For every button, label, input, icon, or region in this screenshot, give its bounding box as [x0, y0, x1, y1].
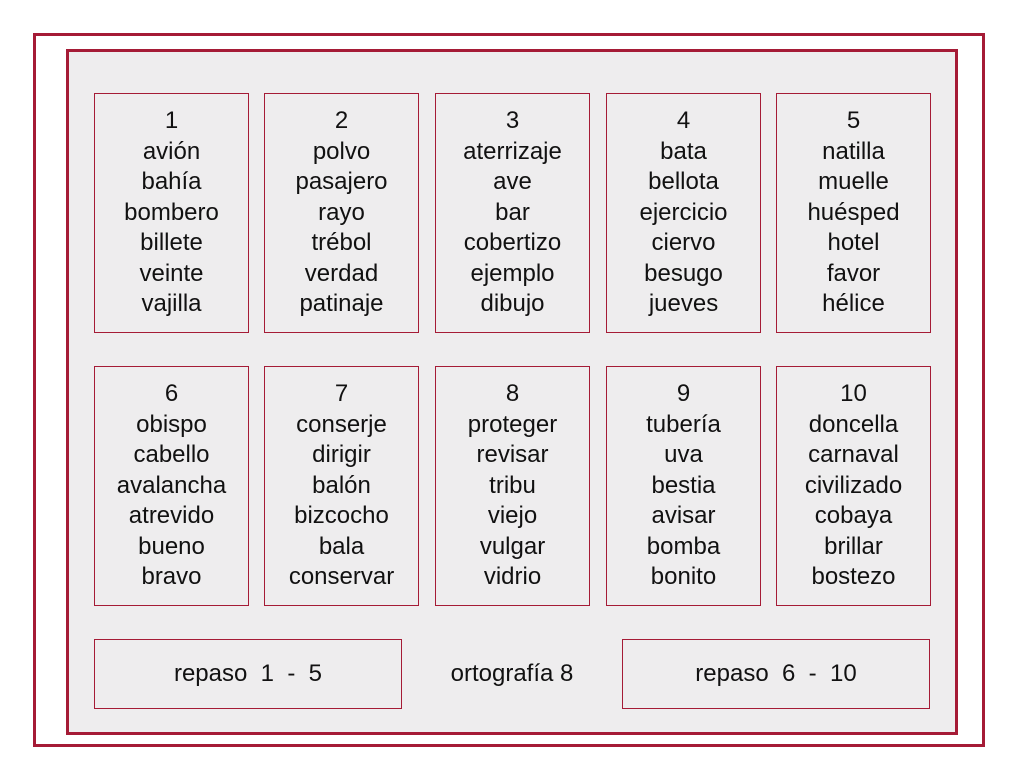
lesson-word: bahía — [141, 168, 202, 195]
lesson-card-9[interactable] — [606, 366, 761, 606]
lesson-word: doncella — [808, 410, 899, 438]
lesson-word: bellota — [648, 168, 719, 195]
lesson-card-7[interactable] — [264, 366, 419, 606]
lesson-word: hotel — [827, 229, 880, 256]
lesson-word: dirigir — [312, 441, 371, 468]
lesson-word: bomba — [646, 532, 721, 560]
lesson-word: bala — [318, 532, 365, 560]
lesson-word: besugo — [644, 259, 723, 287]
lesson-word: civilizado — [804, 471, 903, 499]
review-6-10-button[interactable]: repaso 6 - 10 — [622, 639, 930, 709]
lesson-word: tubería — [646, 410, 721, 438]
lesson-card-10[interactable] — [776, 366, 931, 606]
lesson-word: atrevido — [128, 502, 215, 529]
lesson-word: bravo — [141, 563, 202, 590]
lesson-word: vidrio — [483, 563, 542, 590]
lesson-card-2[interactable] — [264, 93, 419, 333]
lesson-word: patinaje — [299, 290, 384, 317]
lesson-word: conserje — [296, 410, 387, 438]
lesson-word: obispo — [136, 410, 207, 438]
lesson-card-3[interactable] — [435, 93, 590, 333]
lesson-word: tribu — [489, 471, 536, 499]
lesson-word: cobertizo — [463, 229, 562, 256]
lesson-word: billete — [140, 229, 203, 256]
lesson-number: 1 — [164, 107, 179, 134]
lesson-number: 3 — [505, 107, 520, 134]
lesson-word: rayo — [318, 198, 365, 226]
lesson-word: vulgar — [479, 532, 546, 560]
lesson-word: natilla — [822, 137, 885, 165]
lesson-number: 4 — [676, 107, 691, 134]
lesson-word: ejercicio — [639, 198, 728, 226]
lesson-word: bata — [660, 137, 707, 165]
lesson-number: 2 — [334, 107, 349, 134]
lesson-card-1[interactable] — [94, 93, 249, 333]
lesson-word: proteger — [467, 410, 558, 438]
lesson-word: huésped — [807, 198, 900, 226]
lesson-word: balón — [312, 471, 371, 499]
lesson-number: 9 — [676, 380, 691, 407]
lesson-number: 7 — [334, 380, 349, 407]
lesson-card-4[interactable] — [606, 93, 761, 333]
lesson-word: aterrizaje — [463, 137, 562, 165]
lesson-word: trébol — [311, 229, 372, 256]
lesson-word: bombero — [124, 198, 219, 226]
lesson-card-8[interactable] — [435, 366, 590, 606]
lesson-word: vajilla — [141, 290, 202, 317]
lesson-word: hélice — [822, 290, 885, 317]
lesson-word: carnaval — [808, 441, 899, 468]
lesson-word: conservar — [288, 563, 395, 590]
lesson-word: bueno — [138, 532, 205, 560]
lesson-word: bonito — [650, 563, 717, 590]
lesson-word: avión — [142, 137, 201, 165]
lesson-word: ciervo — [651, 229, 716, 256]
lesson-word: verdad — [304, 259, 379, 287]
lesson-number: 10 — [840, 380, 867, 407]
lesson-word: avisar — [651, 502, 716, 529]
lesson-word: dibujo — [480, 290, 545, 317]
review-1-5-button[interactable]: repaso 1 - 5 — [94, 639, 402, 709]
lesson-word: brillar — [824, 532, 883, 560]
lesson-number: 8 — [505, 380, 520, 407]
lesson-word: ave — [493, 168, 532, 195]
lesson-number: 5 — [846, 107, 861, 134]
lesson-word: uva — [664, 441, 703, 468]
lesson-word: avalancha — [116, 471, 227, 499]
lesson-number: 6 — [164, 380, 179, 407]
lesson-word: jueves — [648, 290, 719, 317]
lesson-word: pasajero — [295, 168, 388, 195]
lesson-word: viejo — [487, 502, 538, 529]
lesson-card-5[interactable] — [776, 93, 931, 333]
page-title: ortografía 8 — [450, 660, 574, 687]
lesson-word: cabello — [133, 441, 210, 468]
lesson-word: ejemplo — [470, 259, 555, 287]
lesson-word: revisar — [476, 441, 549, 468]
lesson-word: cobaya — [814, 502, 893, 529]
lesson-word: polvo — [312, 137, 371, 165]
lesson-word: bizcocho — [294, 502, 389, 529]
lesson-word: muelle — [818, 168, 889, 195]
lesson-word: favor — [826, 259, 881, 287]
lesson-word: bar — [495, 198, 530, 226]
lesson-word: bostezo — [811, 563, 896, 590]
lesson-card-6[interactable] — [94, 366, 249, 606]
lesson-word: bestia — [651, 471, 716, 499]
lesson-word: veinte — [139, 259, 204, 287]
